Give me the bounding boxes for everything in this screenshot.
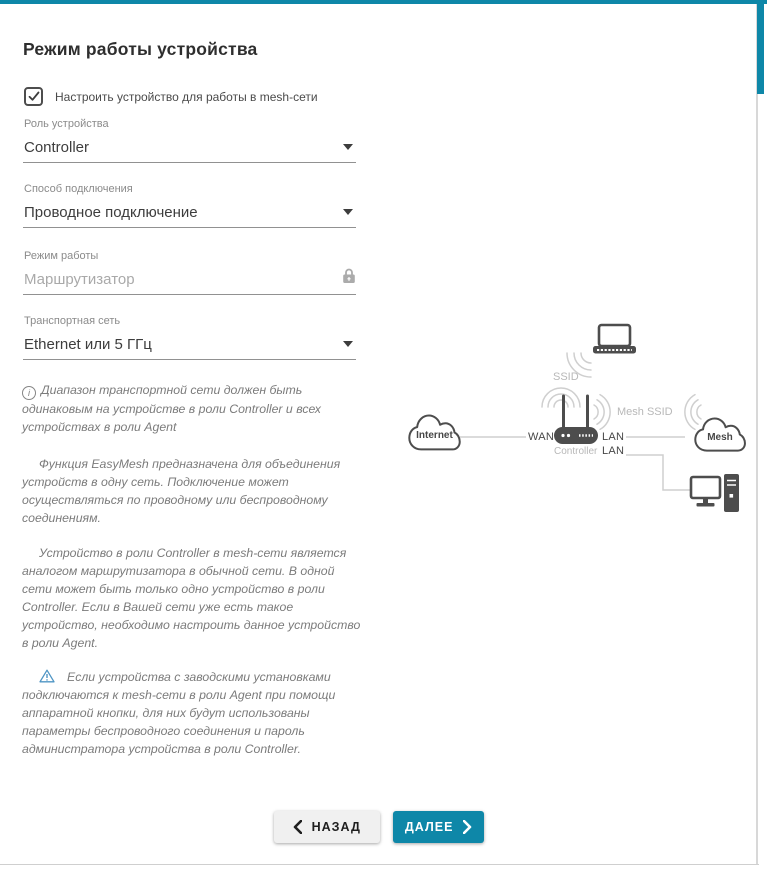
transport-network-label: Транспортная сеть: [24, 315, 121, 327]
lan1-port-label: LAN: [602, 431, 625, 443]
checkmark-icon: [28, 91, 40, 102]
page-title: Режим работы устройства: [23, 38, 258, 59]
transport-range-note-text: Диапазон транспортной сети должен быть одинаковым на устройстве в роли Controller и всех устройствах в роли Agent: [22, 383, 321, 434]
work-mode-field: [23, 250, 356, 295]
factory-settings-warning-text: Если устройства с заводскими установками подключаются к mesh-сети в роли Agent при помощи аппаратной кнопки, для них будут использованы параметры беспроводного соединения и пароль администратора устройства в роли Controller.: [22, 670, 336, 756]
mesh-checkbox[interactable]: [24, 87, 43, 106]
work-mode-value: Маршрутизатор: [24, 271, 135, 288]
accent-top-border: [0, 0, 767, 4]
device-role-select[interactable]: [23, 118, 356, 163]
chevron-left-icon: [293, 820, 302, 834]
chevron-down-icon: [343, 209, 353, 215]
device-role-value: Controller: [24, 139, 90, 156]
transport-network-select[interactable]: [23, 315, 356, 360]
connection-method-select[interactable]: [23, 183, 356, 228]
device-role-label: Роль устройства: [24, 118, 109, 130]
scrollbar-track[interactable]: [756, 4, 758, 865]
card-bottom-border: [0, 864, 759, 865]
mesh-cloud-label: Mesh: [707, 432, 733, 443]
next-button[interactable]: [393, 811, 485, 843]
mesh-network-diagram: [400, 300, 760, 540]
transport-range-note: [22, 381, 363, 436]
controller-label: Controller: [554, 446, 598, 457]
chevron-right-icon: [463, 820, 472, 834]
back-button-label: НАЗАД: [311, 820, 361, 834]
lan2-port-label: LAN: [602, 445, 625, 457]
warning-triangle-icon: [39, 669, 55, 683]
mesh-network-checkbox-row[interactable]: [24, 87, 318, 106]
scrollbar-thumb[interactable]: [757, 4, 764, 94]
connection-method-label: Способ подключения: [24, 183, 133, 195]
easymesh-note: Функция EasyMesh предназначена для объединения устройств в одну сеть. Подключение может осуществляться по проводному или беспроводному соединениям.: [22, 457, 341, 525]
mesh-checkbox-label: Настроить устройство для работы в mesh-сети: [55, 89, 318, 104]
mesh-ssid-label: Mesh SSID: [617, 406, 673, 418]
desktop-pc-icon: [691, 474, 739, 512]
work-mode-label: Режим работы: [24, 250, 99, 262]
wan-port-label: WAN: [528, 431, 555, 443]
router-icon: [554, 396, 598, 444]
ssid-label: SSID: [553, 371, 579, 383]
controller-role-note: Устройство в роли Controller в mesh-сети является аналогом маршрутизатора в обычной сети. В одной сети может быть только одно устройство в роли Controller. Если в Вашей сети уже есть такое устройство, необходимо настроить данное устройство в роли Agent.: [22, 546, 361, 650]
wizard-navigation: [0, 811, 758, 843]
next-button-label: ДАЛЕЕ: [404, 820, 454, 834]
chevron-down-icon: [343, 341, 353, 347]
network-diagram-graphic: [400, 300, 760, 540]
connection-lines: [460, 437, 691, 490]
factory-settings-warning: [22, 668, 363, 758]
chevron-down-icon: [343, 144, 353, 150]
laptop-icon: [593, 325, 636, 354]
info-icon: i: [22, 386, 36, 400]
lock-icon: [342, 267, 356, 284]
transport-network-value: Ethernet или 5 ГГц: [24, 336, 152, 353]
back-button[interactable]: [274, 811, 380, 843]
connection-method-value: Проводное подключение: [24, 204, 198, 221]
internet-cloud-label: Internet: [416, 430, 453, 441]
